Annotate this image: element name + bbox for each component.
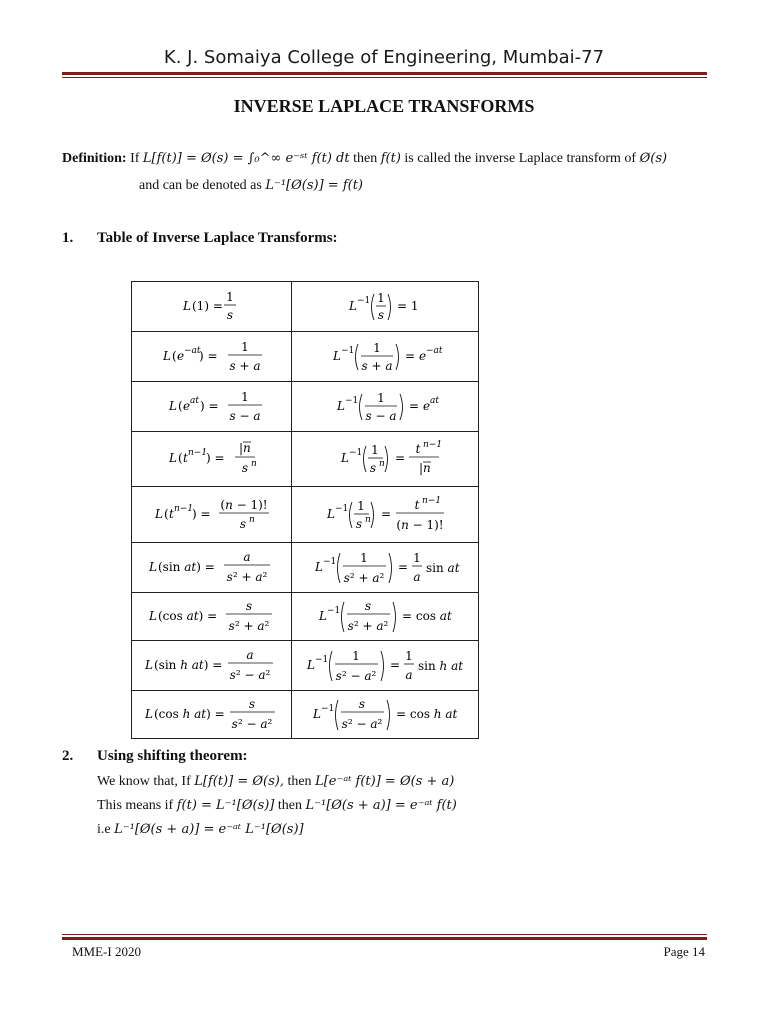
svg-text:s: s: [226, 308, 234, 322]
definition-label: Definition:: [62, 151, 127, 166]
footer-page-number: Page 14: [663, 944, 705, 959]
svg-text:e: e: [177, 349, 185, 363]
svg-text:L: L: [315, 560, 323, 574]
definition-formula: Ø(s): [639, 151, 668, 166]
svg-text:−1: −1: [335, 504, 349, 514]
table-cell-laplace: [132, 332, 292, 382]
formula: [133, 543, 290, 589]
svg-text:(n − 1)!: (n − 1)!: [396, 518, 444, 532]
shifting-formula: L[e⁻ᵃᵗ f(t)] = Ø(s + a): [315, 774, 455, 789]
svg-text:s − a: s − a: [365, 409, 397, 423]
document-title: INVERSE LAPLACE TRANSFORMS: [233, 96, 535, 116]
svg-text:−1: −1: [323, 557, 337, 567]
svg-text:(: (: [178, 399, 183, 413]
table-row: [132, 432, 479, 487]
svg-text:s² + a²: s² + a²: [226, 570, 268, 584]
svg-text:L: L: [183, 299, 191, 313]
shifting-line-2: [97, 798, 457, 814]
svg-text:t: t: [414, 498, 420, 512]
footer-course-label: MME-I 2020: [72, 944, 141, 959]
svg-text:L: L: [169, 399, 177, 413]
svg-text:sin at: sin at: [426, 561, 460, 575]
svg-text:s² − a²: s² − a²: [341, 717, 383, 731]
table-cell-inverse: [292, 332, 479, 382]
svg-text:n: n: [379, 459, 385, 469]
svg-text:L: L: [149, 560, 157, 574]
svg-text:s² − a²: s² − a²: [335, 669, 377, 683]
svg-text:n−1: n−1: [423, 440, 443, 450]
table-row: [132, 282, 479, 332]
svg-text:(n − 1)!: (n − 1)!: [220, 498, 268, 512]
svg-text:s − a: s − a: [229, 409, 261, 423]
formula: [293, 593, 477, 637]
page-header-title: K. J. Somaiya College of Engineering, Mumbai-77: [163, 47, 605, 68]
svg-text:L: L: [155, 507, 163, 521]
svg-text:s: s: [369, 461, 377, 475]
definition-formula: L⁻¹[Ø(s)] = f(t): [265, 178, 364, 193]
svg-text:n−1: n−1: [174, 504, 194, 514]
table-cell-laplace: [132, 641, 292, 691]
svg-text:=: =: [405, 349, 416, 363]
svg-text:s² + a²: s² + a²: [343, 571, 385, 585]
table-cell-laplace: [132, 487, 292, 543]
table-cell-inverse: [292, 641, 479, 691]
svg-text:(cos at) =: (cos at) =: [158, 609, 218, 623]
svg-text:at: at: [430, 396, 439, 406]
svg-text:−1: −1: [341, 346, 355, 356]
svg-text:1: 1: [413, 551, 421, 565]
definition-line-1: [62, 151, 667, 167]
svg-text:s: s: [355, 517, 363, 531]
svg-text:a: a: [413, 570, 421, 584]
table-cell-laplace: [132, 691, 292, 739]
svg-text:(: (: [172, 349, 177, 363]
svg-text:s: s: [239, 517, 247, 531]
table-cell-inverse: [292, 593, 479, 641]
svg-text:L: L: [313, 707, 321, 721]
table-cell-inverse: [292, 487, 479, 543]
section-number: 2.: [62, 748, 74, 764]
shifting-formula: L⁻¹[Ø(s + a)] = e⁻ᵃᵗ L⁻¹[Ø(s)]: [114, 822, 304, 837]
svg-text:L: L: [333, 349, 341, 363]
svg-text:s² + a²: s² + a²: [347, 619, 389, 633]
svg-text:s: s: [241, 461, 249, 475]
formula: [293, 691, 477, 735]
table-cell-inverse: [292, 282, 479, 332]
svg-text:n: n: [365, 515, 371, 525]
svg-text:(sin at) =: (sin at) =: [158, 560, 215, 574]
svg-text:=: =: [409, 399, 420, 413]
svg-text:1: 1: [377, 291, 385, 305]
formula: [293, 641, 477, 687]
svg-text:= cos at: = cos at: [402, 609, 452, 623]
formula: [133, 593, 290, 637]
svg-text:n−1: n−1: [188, 448, 208, 458]
table-row: [132, 487, 479, 543]
shifting-formula: L⁻¹[Ø(s + a)] = e⁻ᵃᵗ f(t): [305, 798, 457, 813]
svg-text:1: 1: [357, 499, 365, 513]
svg-text:L: L: [145, 707, 153, 721]
svg-text:−at: −at: [184, 346, 201, 356]
svg-text:(: (: [164, 507, 169, 521]
svg-text:n−1: n−1: [422, 496, 442, 506]
table-cell-laplace: [132, 382, 292, 432]
table-cell-laplace: [132, 282, 292, 332]
section-title: Using shifting theorem:: [97, 748, 248, 764]
table-cell-laplace: [132, 593, 292, 641]
svg-text:e: e: [419, 349, 427, 363]
table-row: [132, 691, 479, 739]
svg-text:(sin h at) =: (sin h at) =: [154, 658, 223, 672]
footer-rule-thick: [62, 937, 707, 940]
svg-text:=: =: [381, 507, 392, 521]
svg-text:1: 1: [373, 341, 381, 355]
section-1-heading: [62, 230, 338, 247]
svg-text:at: at: [190, 396, 199, 406]
svg-text:s: s: [248, 697, 256, 711]
shifting-text: This means if: [97, 798, 177, 813]
inverse-laplace-table: [131, 281, 479, 739]
svg-text:n: n: [251, 459, 257, 469]
svg-text:=: =: [398, 560, 409, 574]
svg-text:−1: −1: [321, 704, 335, 714]
svg-text:= cos h at: = cos h at: [396, 707, 458, 721]
section-2-heading: [62, 748, 248, 765]
table-row: [132, 641, 479, 691]
table-row: [132, 543, 479, 593]
svg-text:a: a: [246, 648, 254, 662]
svg-text:L: L: [319, 609, 327, 623]
definition-formula: L[f(t)] = Ø(s) = ∫₀^∞ e⁻ˢᵗ f(t) dt: [142, 151, 350, 166]
svg-text:L: L: [169, 451, 177, 465]
svg-text:s: s: [245, 599, 253, 613]
definition-text: If: [130, 151, 143, 166]
table-cell-inverse: [292, 382, 479, 432]
svg-text:e: e: [423, 399, 431, 413]
definition-text: then: [349, 151, 381, 166]
svg-text:L: L: [337, 399, 345, 413]
svg-text:|: |: [239, 441, 244, 455]
svg-text:s² + a²: s² + a²: [228, 619, 270, 633]
svg-text:L: L: [163, 349, 171, 363]
formula: [293, 382, 477, 428]
shifting-text: then: [274, 798, 306, 813]
svg-text:(cos h at) =: (cos h at) =: [154, 707, 225, 721]
svg-text:1: 1: [241, 390, 249, 404]
formula: [293, 487, 477, 539]
definition-formula: f(t): [380, 151, 401, 166]
svg-text:s: s: [377, 308, 385, 322]
shifting-text: i.e: [97, 822, 115, 837]
svg-text:1: 1: [371, 443, 379, 457]
svg-text:=: =: [395, 451, 406, 465]
svg-text:−1: −1: [349, 448, 363, 458]
section-title: Table of Inverse Laplace Transforms:: [97, 230, 338, 246]
shifting-line-3: [97, 822, 304, 838]
svg-text:−1: −1: [315, 655, 329, 665]
svg-text:1: 1: [352, 649, 360, 663]
header-rule-thick: [62, 72, 707, 75]
svg-text:s² − a²: s² − a²: [229, 668, 271, 682]
svg-text:n: n: [243, 441, 251, 455]
svg-text:1: 1: [405, 649, 413, 663]
formula: [133, 487, 290, 539]
table-row: [132, 593, 479, 641]
table-row: [132, 382, 479, 432]
svg-text:) =: ) =: [206, 451, 225, 465]
formula: [133, 691, 290, 735]
svg-text:) =: ) =: [199, 349, 218, 363]
formula: [133, 282, 290, 328]
svg-text:) =: ) =: [192, 507, 211, 521]
formula: [293, 543, 477, 589]
svg-text:s + a: s + a: [229, 359, 261, 373]
shifting-formula: L[f(t)] = Ø(s),: [194, 774, 284, 789]
formula: [133, 432, 290, 483]
shifting-line-1: [97, 774, 454, 790]
formula: [133, 641, 290, 687]
svg-text:−at: −at: [426, 346, 443, 356]
svg-text:1: 1: [241, 340, 249, 354]
table-cell-laplace: [132, 432, 292, 487]
svg-text:(: (: [178, 451, 183, 465]
svg-text:s + a: s + a: [361, 359, 393, 373]
formula: [293, 332, 477, 378]
svg-text:a: a: [243, 550, 251, 564]
svg-text:sin h at: sin h at: [418, 659, 464, 673]
svg-text:) =: ) =: [200, 399, 219, 413]
shifting-text: then: [283, 774, 316, 789]
svg-text:= 1: = 1: [397, 299, 419, 313]
formula: [293, 282, 477, 328]
svg-text:1: 1: [226, 290, 234, 304]
svg-text:L: L: [341, 451, 349, 465]
svg-text:t: t: [169, 507, 174, 521]
svg-text:e: e: [183, 399, 191, 413]
svg-text:(1) =: (1) =: [192, 299, 223, 313]
shifting-formula: f(t) = L⁻¹[Ø(s)]: [176, 798, 275, 813]
svg-text:L: L: [149, 609, 157, 623]
definition-line-2: [139, 178, 363, 194]
header-rule-thin: [62, 77, 707, 78]
svg-text:1: 1: [360, 551, 368, 565]
definition-text: and can be denoted as: [139, 178, 266, 193]
svg-text:1: 1: [377, 391, 385, 405]
svg-text:t: t: [183, 451, 188, 465]
formula: [133, 332, 290, 378]
definition-text: is called the inverse Laplace transform of: [400, 151, 640, 166]
section-number: 1.: [62, 230, 74, 246]
svg-text:a: a: [405, 668, 413, 682]
formula: [293, 432, 477, 483]
svg-text:n: n: [423, 461, 431, 475]
shifting-text: We know that, If: [97, 774, 195, 789]
svg-text:|: |: [419, 461, 424, 475]
table-cell-inverse: [292, 691, 479, 739]
table-cell-laplace: [132, 543, 292, 593]
footer-rule-thin: [62, 934, 707, 935]
svg-text:−1: −1: [357, 296, 371, 306]
svg-text:s: s: [358, 697, 366, 711]
table-cell-inverse: [292, 432, 479, 487]
table-row: [132, 332, 479, 382]
formula: [133, 382, 290, 428]
svg-text:L: L: [327, 507, 335, 521]
table-cell-inverse: [292, 543, 479, 593]
svg-text:s: s: [364, 599, 372, 613]
svg-text:n: n: [249, 515, 255, 525]
svg-text:t: t: [415, 442, 421, 456]
svg-text:−1: −1: [327, 606, 341, 616]
svg-text:−1: −1: [345, 396, 359, 406]
svg-text:L: L: [307, 658, 315, 672]
svg-text:s² − a²: s² − a²: [231, 717, 273, 731]
svg-text:L: L: [349, 299, 357, 313]
svg-text:=: =: [390, 658, 401, 672]
svg-text:L: L: [145, 658, 153, 672]
